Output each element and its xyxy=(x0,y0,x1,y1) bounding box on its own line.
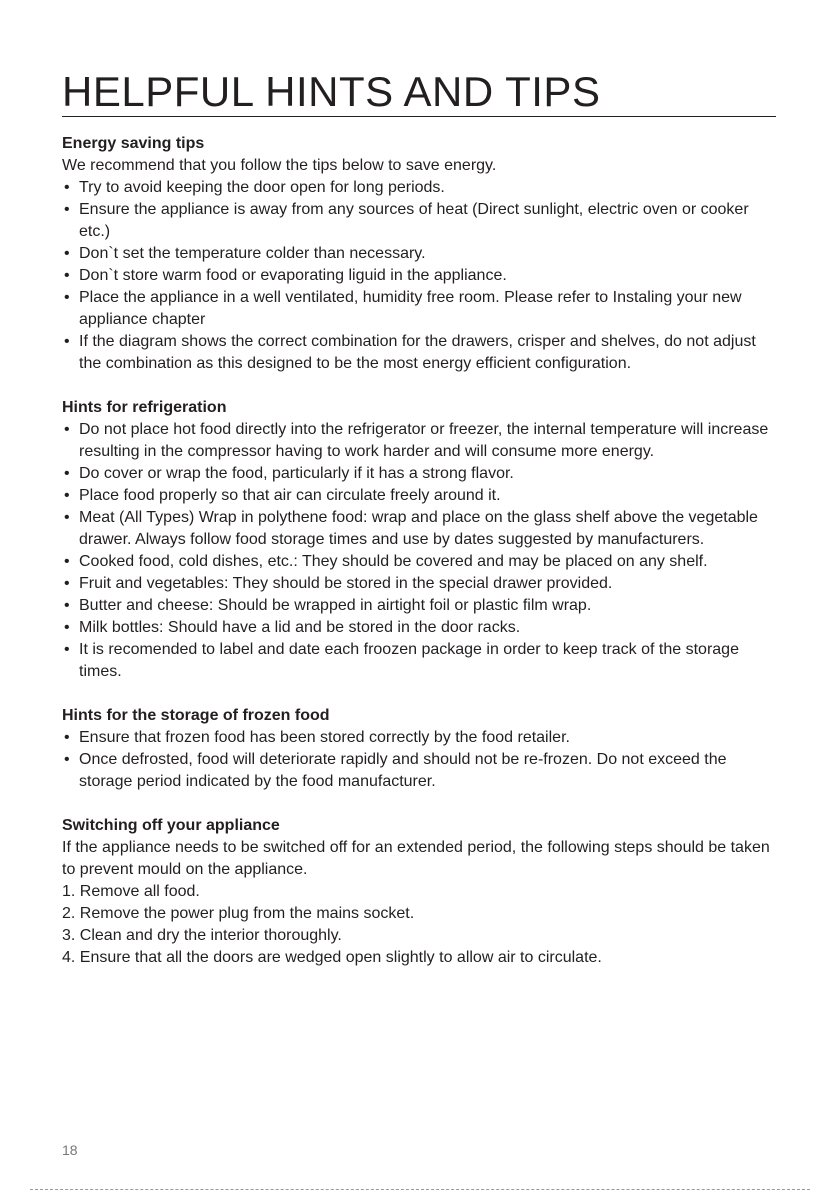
bullet-list xyxy=(62,727,778,793)
list-item: • Ensure that frozen food has been stored correctly by the food retailer. xyxy=(62,727,778,749)
section-energy-saving-tips xyxy=(62,133,778,375)
section-heading: Switching off your appliance xyxy=(62,817,280,834)
list-item: • Cooked food, cold dishes, etc.: They should be covered and may be placed on any shelf. xyxy=(62,551,778,573)
list-item: • It is recomended to label and date each froozen package in order to keep track of the storage times. xyxy=(62,639,778,683)
list-item: • Do cover or wrap the food, particularly if it has a strong flavor. xyxy=(62,463,778,485)
list-item: • If the diagram shows the correct combination for the drawers, crisper and shelves, do not adjust the combination as this designed to be the most energy efficient configuration. xyxy=(62,331,778,375)
list-item: 4. Ensure that all the doors are wedged open slightly to allow air to circulate. xyxy=(62,949,602,966)
list-item: • Don`t store warm food or evaporating liguid in the appliance. xyxy=(62,265,778,287)
bullet-list xyxy=(62,419,778,683)
section-intro: We recommend that you follow the tips below to save energy. xyxy=(62,157,497,174)
list-item: • Ensure the appliance is away from any sources of heat (Direct sunlight, electric oven or cooker etc.) xyxy=(62,199,778,243)
numbered-list xyxy=(62,881,778,969)
list-item: • Place food properly so that air can circulate freely around it. xyxy=(62,485,778,507)
list-item: • Place the appliance in a well ventilated, humidity free room. Please refer to Instaling your new appliance chapter xyxy=(62,287,778,331)
page-number: 18 xyxy=(62,1142,78,1158)
section-frozen-food-storage xyxy=(62,705,778,793)
list-item: • Do not place hot food directly into the refrigerator or freezer, the internal temperature will increase resulting in the compressor having to work harder and will consume more energy. xyxy=(62,419,778,463)
section-heading: Energy saving tips xyxy=(62,135,205,152)
page-title: HELPFUL HINTS AND TIPS xyxy=(62,68,776,117)
list-item: 3. Clean and dry the interior thoroughly. xyxy=(62,927,342,944)
list-item: • Milk bottles: Should have a lid and be stored in the door racks. xyxy=(62,617,778,639)
list-item: • Butter and cheese: Should be wrapped in airtight foil or plastic film wrap. xyxy=(62,595,778,617)
list-item: • Once defrosted, food will deteriorate rapidly and should not be re-frozen. Do not exceed the storage period indicated by the food manufacturer. xyxy=(62,749,778,793)
document-body xyxy=(62,133,778,991)
section-intro: If the appliance needs to be switched off for an extended period, the following steps should be taken to prevent mould on the appliance. xyxy=(62,839,770,878)
section-heading: Hints for the storage of frozen food xyxy=(62,707,330,724)
section-heading: Hints for refrigeration xyxy=(62,399,227,416)
section-switching-off xyxy=(62,815,778,969)
list-item: • Try to avoid keeping the door open for long periods. xyxy=(62,177,778,199)
list-item: • Fruit and vegetables: They should be stored in the special drawer provided. xyxy=(62,573,778,595)
section-hints-for-refrigeration xyxy=(62,397,778,683)
list-item: • Meat (All Types) Wrap in polythene food: wrap and place on the glass shelf above the vegetable drawer. Always follow food storage times and use by dates suggested by manufacturers. xyxy=(62,507,778,551)
list-item: 1. Remove all food. xyxy=(62,883,200,900)
bullet-list xyxy=(62,177,778,375)
list-item: 2. Remove the power plug from the mains socket. xyxy=(62,905,415,922)
list-item: • Don`t set the temperature colder than necessary. xyxy=(62,243,778,265)
bottom-divider xyxy=(30,1189,810,1190)
